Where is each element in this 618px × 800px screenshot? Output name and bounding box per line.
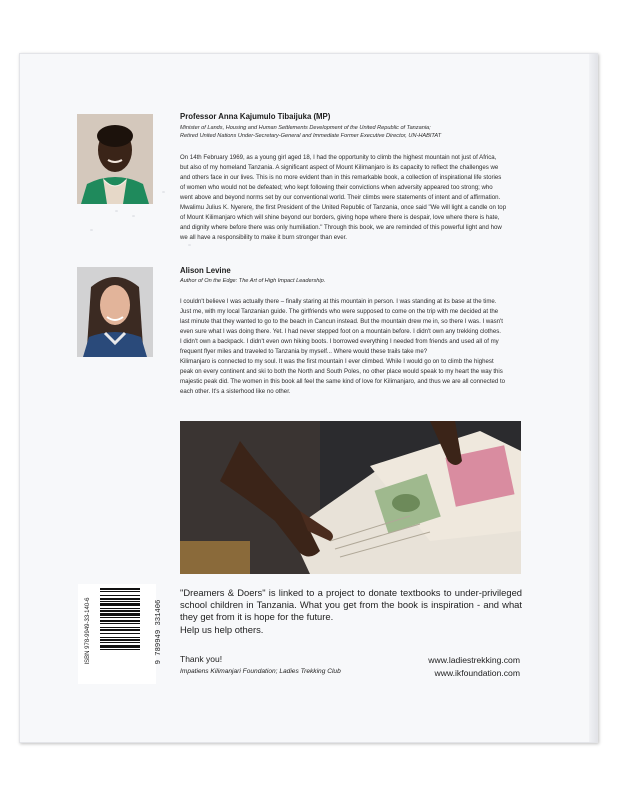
barcode-bar <box>100 610 140 612</box>
barcode-bar <box>100 591 140 592</box>
barcode-bar <box>100 601 140 602</box>
barcode-bar <box>100 598 140 600</box>
portrait-illustration <box>77 114 153 204</box>
barcode-bar <box>100 608 140 609</box>
quote-line: Mwalimu Julius K. Nyerere, the first President of the United Republic of Tanzania, once said "We will light a candle on top <box>180 204 507 211</box>
quote-line: of Mount Kilimanjaro which will shine beyond our borders, giving hope where there is despair, love where there is hate, <box>180 214 500 221</box>
quote-line: and dignity where before there was only humiliation." Through this book, we are reminded of this powerful light and how <box>180 224 502 231</box>
barcode-bar <box>100 645 140 648</box>
person1-title-line1: Minister of Lands, Housing and Human Settlements Development of the United Republic of Tanzania; <box>180 125 431 131</box>
cover-speckle <box>188 244 191 246</box>
barcode-block <box>78 584 163 684</box>
barcode-bar <box>100 617 140 618</box>
book-back-cover <box>19 53 598 743</box>
textbook-photo-illustration <box>180 421 521 574</box>
promo-cta: Help us help others. <box>180 623 264 635</box>
quote-line: even sure what I was doing there. Yet. I had never stepped foot on a mountain before. I didn't own any trekking clothes. <box>180 328 501 335</box>
quote-line: of women who would not be defeated; who kept following their convictions when adversity appeared too strong; who <box>180 184 493 191</box>
person2-quote <box>180 297 505 397</box>
quote-line: we all have a responsibility to make it burn stronger than ever. <box>180 234 347 241</box>
person1-title-line2: Retired United Nations Under-Secretary-General and Immediate Former Executive Director, UN-HABITAT <box>180 133 442 139</box>
person1-name: Professor Anna Kajumulo Tibaijuka (MP) <box>180 112 331 121</box>
promo-block <box>180 587 522 636</box>
organizations: Impatiens Kilimanjari Foundation; Ladies Trekking Club <box>180 668 341 675</box>
cover-speckle <box>162 191 165 193</box>
barcode-bar <box>100 603 140 606</box>
quote-line: Just me, with my local Tanzanian guide. The girlfriends who were supposed to come on the trip with me decided at the <box>180 308 499 315</box>
quote-line: majestic peak did. The women in this book all feel the same kind of love for Kilimanjaro, and thus we are all connected to <box>180 378 506 385</box>
url-ladiestrekking[interactable]: www.ladiestrekking.com <box>428 655 520 665</box>
person1-quote <box>180 153 506 243</box>
portrait-illustration <box>77 267 153 357</box>
barcode-bar <box>100 595 140 596</box>
cover-speckle <box>115 210 118 212</box>
barcode-bar <box>100 620 140 622</box>
quote-line: and others face in our lives. This is no more evident than in this remarkable book, a collection of inspirational life stories <box>180 174 502 181</box>
portrait-anna-tibaijuka <box>77 114 153 204</box>
quote-line: but also of my homeland Tanzania. A significant aspect of Mount Kilimanjaro is its capacity to reflect the challenges we <box>180 164 499 171</box>
person2-name: Alison Levine <box>180 266 231 275</box>
barcode-bar <box>100 613 140 616</box>
url-ikfoundation[interactable]: www.ikfoundation.com <box>434 668 520 678</box>
barcode-bar <box>100 637 140 638</box>
quote-line: I didn't own a backpack. I didn't even own hiking boots. I borrowed everything I needed from friends and used all of my <box>180 338 499 345</box>
person2-title-line1: Author of On the Edge: The Art of High Impact Leadership. <box>180 278 326 284</box>
barcode-bar <box>100 623 140 624</box>
isbn-label: ISBN 978-9949-33-140-6 <box>85 597 91 665</box>
quote-line: last minute that they wanted to go to the beach in Cancun instead. But the mountain drew me in, so there I was. I wasn't <box>180 318 503 325</box>
barcode-bar <box>100 642 140 643</box>
quote-line: frequent flyer miles and traveled to Tanzania by myself... Where would these trails take me? <box>180 348 428 355</box>
cover-edge <box>589 54 597 742</box>
barcode-number: 9 789949 331406 <box>155 599 163 665</box>
quote-line: On 14th February 1969, as a young girl aged 18, I had the opportunity to climb the highest mountain not just of Africa, <box>180 154 497 161</box>
quote-line: each other. It's a sisterhood like no other. <box>180 388 291 395</box>
cover-speckle <box>132 215 135 217</box>
quote-line: went above and beyond norms set by our conventional world. Their climbs were statements of intent and of affirmation. <box>180 194 501 201</box>
promo-text: "Dreamers & Doers" is linked to a project to donate textbooks to under-privileged school children in Tanzania. What you get from the book is inspiration - and what they get from it is hope for the future. <box>180 587 522 623</box>
quote-line: Kilimanjaro is connected to my soul. It was the first mountain I ever climbed. While I would go on to climb the highest <box>180 358 494 365</box>
barcode-bar <box>100 627 140 628</box>
barcode-bar <box>100 639 140 641</box>
cover-speckle <box>90 229 93 231</box>
barcode-bar <box>100 629 140 631</box>
quote-line: peak on every continent and ski to both the North and South Poles, no other place would speak to my heart the way this <box>180 368 503 375</box>
barcode-bar <box>100 588 140 590</box>
quote-line: I couldn't believe I was actually there – finally staring at this mountain in person. I was standing at its base at the time. <box>180 298 497 305</box>
textbook-photo <box>180 421 521 574</box>
thank-you: Thank you! <box>180 654 223 664</box>
barcode-bar <box>100 649 140 650</box>
portrait-alison-levine <box>77 267 153 357</box>
barcode-bar <box>100 633 140 634</box>
